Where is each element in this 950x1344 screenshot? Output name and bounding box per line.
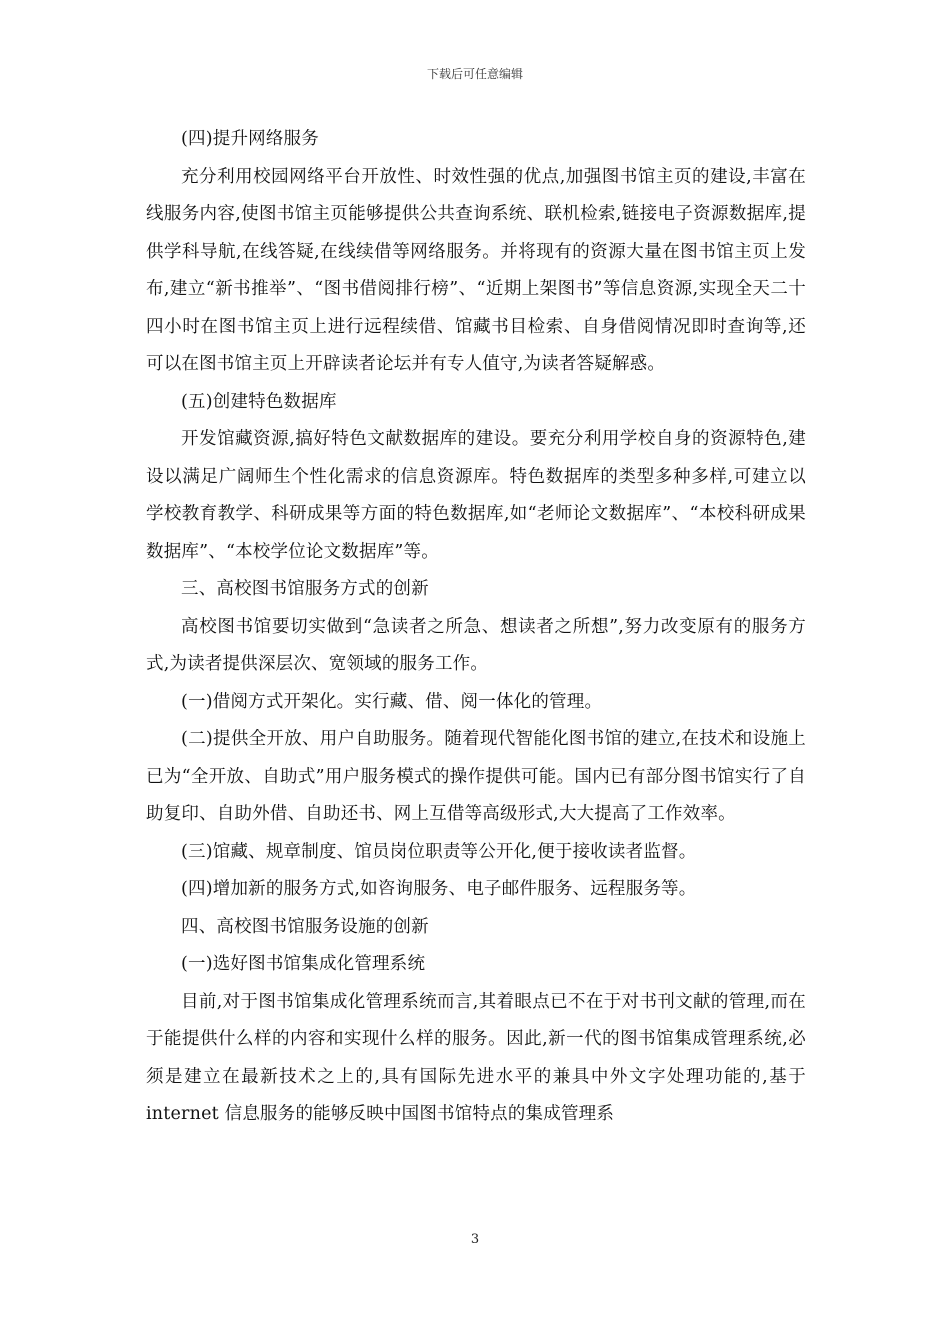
body-paragraph: 充分利用校园网络平台开放性、时效性强的优点,加强图书馆主页的建设,丰富在线服务内容,使图书馆主页能够提供公共查询系统、联机检索,链接电子资源数据库,提供学科导航,在线答疑,在线续借等网络服务。并将现有的资源大量在图书馆主页上发布,建立“新书推举”、“图书借阅排行榜”、“近期上架图书”等信息资源,实现全天二十四小时在图书馆主页上进行远程续借、馆藏书目检索、自身借阅情况即时查询等,还可以在图书馆主页上开辟读者论坛并有专人值守,为读者答疑解惑。 bbox=[146, 166, 806, 374]
body-paragraph: 目前,对于图书馆集成化管理系统而言,其着眼点已不在于对书刊文献的管理,而在于能提供什么样的内容和实现什么样的服务。因此,新一代的图书馆集成管理系统,必须是建立在最新技术之上的,具有国际先进水平的兼具中外文字处理功能的,基于 internet 信息服务的能够反映中国图书馆特点的集成管理系 bbox=[146, 991, 806, 1124]
section-heading: (四)提升网络服务 bbox=[181, 129, 319, 149]
list-item: (三)馆藏、规章制度、馆员岗位职责等公开化,便于接收读者监督。 bbox=[181, 841, 697, 862]
list-item: (四)增加新的服务方式,如咨询服务、电子邮件服务、远程服务等。 bbox=[181, 879, 697, 899]
section-heading: (五)创建特色数据库 bbox=[181, 391, 337, 412]
subsection-heading: (一)选好图书馆集成化管理系统 bbox=[181, 954, 426, 974]
page-header: 下载后可任意编辑 bbox=[426, 67, 523, 81]
document-body bbox=[146, 121, 806, 1134]
section-heading: 四、高校图书馆服务设施的创新 bbox=[181, 916, 429, 937]
list-item: (一)借阅方式开架化。实行藏、借、阅一体化的管理。 bbox=[181, 691, 603, 712]
list-item: (二)提供全开放、用户自助服务。随着现代智能化图书馆的建立,在技术和设施上已为“全开放、自助式”用户服务模式的操作提供可能。国内已有部分图书馆实行了自助复印、自助外借、自助还书、网上互借等高级形式,大大提高了工作效率。 bbox=[146, 729, 806, 824]
body-paragraph: 高校图书馆要切实做到“急读者之所急、想读者之所想”,努力改变原有的服务方式,为读者提供深层次、宽领域的服务工作。 bbox=[146, 616, 806, 674]
page-number: 3 bbox=[470, 1232, 480, 1247]
body-paragraph: 开发馆藏资源,搞好特色文献数据库的建设。要充分利用学校自身的资源特色,建设以满足广阔师生个性化需求的信息资源库。特色数据库的类型多种多样,可建立以学校教育教学、科研成果等方面的特色数据库,如“老师论文数据库”、“本校科研成果数据库”、“本校学位论文数据库”等。 bbox=[146, 429, 806, 562]
section-heading: 三、高校图书馆服务方式的创新 bbox=[181, 579, 429, 599]
